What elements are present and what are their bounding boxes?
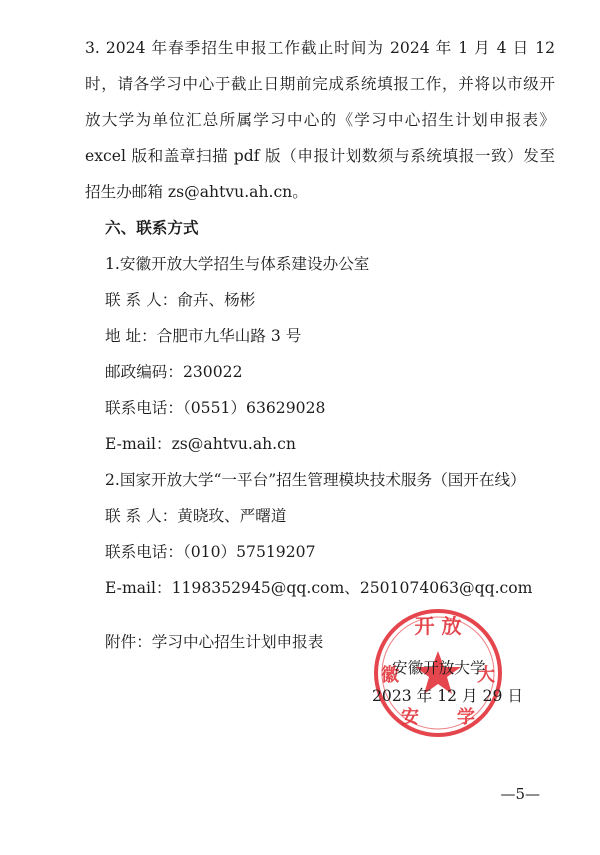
contact2-email: E-mail：1198352945@qq.com、2501074063@qq.com [105, 579, 533, 597]
paragraph3-line-5: 招生办邮箱 zs@ahtvu.ah.cn。 [85, 183, 308, 201]
svg-text:徽: 徽 [381, 665, 399, 686]
attachment-line: 附件：学习中心招生计划申报表 [105, 633, 324, 651]
paragraph3-line-4: excel 版和盖章扫描 pdf 版（申报计划数须与系统填报一致）发至 [85, 147, 555, 165]
contact2-phone: 联系电话：（010）57519207 [105, 543, 316, 561]
svg-text:大: 大 [477, 665, 495, 686]
paragraph3-line-1: 3. 2024 年春季招生申报工作截止时间为 2024 年 1 月 4 日 12 [85, 39, 555, 57]
contact1-address: 地 址：合肥市九华山路 3 号 [105, 327, 302, 345]
contact2-person: 联 系 人：黄晓玫、严曙道 [105, 507, 287, 525]
signature-date: 2023 年 12 月 29 日 [372, 687, 523, 705]
contact2-org: 2.国家开放大学“一平台”招生管理模块技术服务（国开在线） [105, 471, 526, 489]
contact1-email: E-mail：zs@ahtvu.ah.cn [105, 435, 296, 453]
page-number: —5— [500, 785, 540, 803]
svg-text:开 放: 开 放 [414, 614, 462, 638]
contact1-phone: 联系电话：（0551）63629028 [105, 399, 326, 417]
signature-org: 安徽开放大学 [392, 659, 486, 677]
contact1-postcode: 邮政编码：230022 [105, 363, 243, 381]
svg-text:安: 安 [401, 707, 419, 728]
contact1-person: 联 系 人：俞卉、杨彬 [105, 291, 256, 309]
contact1-org: 1.安徽开放大学招生与体系建设办公室 [105, 255, 370, 273]
svg-text:学: 学 [457, 707, 475, 728]
paragraph3-line-3: 放大学为单位汇总所属学习中心的《学习中心招生计划申报表》 [85, 111, 555, 129]
section6-heading: 六、联系方式 [105, 218, 199, 237]
paragraph3-line-2: 时，请各学习中心于截止日期前完成系统填报工作，并将以市级开 [85, 75, 555, 93]
